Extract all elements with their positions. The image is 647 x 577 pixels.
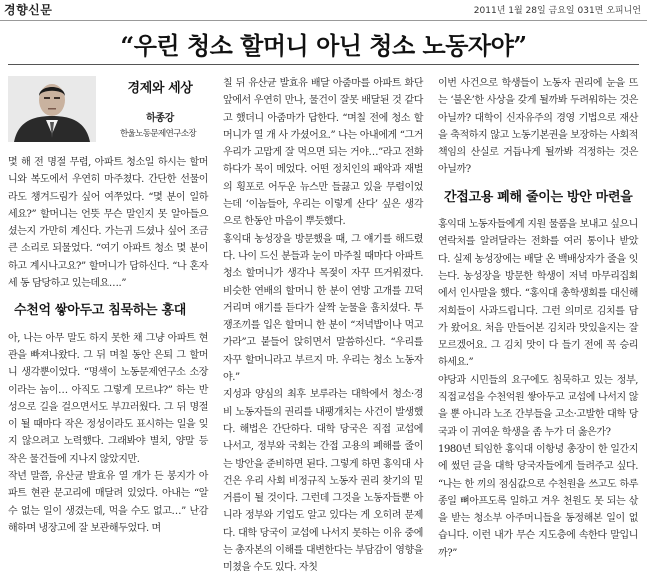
- author-name: 하종강: [146, 113, 174, 124]
- dateline: 2011년 1월 28일 금요일 031면 오피니언: [473, 6, 641, 16]
- paragraph: 몇 해 전 명절 무렵, 아파트 청소일 하시는 할머니와 복도에서 우연히 마주쳤다. 간단한 선물이라도 챙겨드림가 싶어 여쭈었다. “몇 분이 일하세요?” 할머니는 언뜻 무슨 말인지 못 알아들으셨는지 가만히 계신다. 가는귀 드셨나 싶어 조금 큰 소리로 되물었다. “여기 아파트 청소 몇 분이 하고 계시나고요?” 할머니가 답하신다. “나 혼자 세 동 담당하고 있는데요….”: [8, 157, 208, 290]
- headline: “우린 청소 할머니 아닌 청소 노동자야”: [120, 31, 527, 60]
- paragraph: 홍익대 노동자들에게 지원 물품을 보내고 싶으니 연락처를 알려달라는 전화를 여러 통이나 받았다. 실제 농성장에는 배달 온 백배상자가 줄을 잇는다. 농성장을 방문한 학생이 저녁 마무리집회에서 인사말을 했다. “홍익대 총학생회를 대신해 저희들이 사과드립니다. 그런 의미로 김치를 담가 왔어요. 처음 만들어본 김치라 맛있을지는 잘 모르겠어요. 그 김치 맛이 다 들기 전에 꼭 승리하세요.”: [438, 219, 638, 369]
- paragraph: 칠 뒤 유산균 발효유 배달 아줌마를 아파트 화단 앞에서 우연히 만나, 물건이 잘못 배달된 것 같다고 했더니 아줌마가 답한다. “며칠 전에 청소 할머니가 열 개 사 가셨어요.” 나는 아내에게 “그거 우리가 고맙게 잘 먹으면 되는 거야…”라고 전화하다가 목이 메었다. 어떤 정치인의 패악과 재벌의 횡포로 어두운 뉴스만 들끓고 있을 무렵이었는데 ‘이놈들아, 우리는 이렇게 산다’ 싶은 생각으로 한동안 마음이 뿌듯했다.: [223, 78, 423, 228]
- subheading: 간접고용 폐해 줄이는 방안 마련을: [444, 189, 633, 205]
- masthead: 경향신문: [4, 3, 53, 17]
- byline-box: [8, 74, 208, 148]
- author-portrait-icon: [8, 76, 96, 142]
- top-bar: [0, 0, 647, 21]
- author-title: 한울노동문제연구소장: [119, 129, 197, 139]
- paragraph: 야당과 시민들의 요구에도 침묵하고 있는 정부, 직접교섭을 수천억원 쌓아두고 교섭에 나서지 않을 뿐 아니라 노조 간부들을 고소·고발한 대학 당국과 이 귀여운 학생을 좀 누가 더 옳은가?: [438, 374, 638, 438]
- column-name: 경제와 세상: [127, 81, 193, 96]
- subheading: 수천억 쌓아두고 침묵하는 홍대: [14, 303, 187, 319]
- author-photo: [8, 76, 96, 142]
- headline-rule: [8, 64, 639, 65]
- paragraph: 지성과 양심의 최후 보루라는 대학에서 청소·경비 노동자들의 권리를 내팽개치는 사건이 발생했다. 해법은 간단하다. 대학 당국은 직접 교섭에 나서고, 정부와 국회는 간접 고용의 폐해를 줄이는 방안을 준비하면 된다. 그렇게 하면 홍익대 사건은 우리 사회 비정규직 노동자 권리 찾기의 밑거름이 될 것이다. 그런데 그것을 노동자들뿐 아니라 정부와 기업도 알고 있다는 게 오히려 문제다. 대학 당국이 교섭에 나서지 못하는 이유 중에는 총자본의 이해를 대변한다는 부담감이 영향을 미쳤을 수도 있다. 자칫: [223, 389, 423, 574]
- paragraph: 작년 말쯤, 유산균 발효유 열 개가 든 봉지가 아파트 현관 문고리에 매달려 있었다. 아내는 “알 수 없는 일이 생겼는데, 먹을 수도 없고…” 난감해하며 냉장고에 잘 보관해두었다. 며: [8, 471, 208, 534]
- column-2: [223, 75, 423, 577]
- paragraph: 홍익대 농성장을 방문했을 때, 그 얘기를 해드렸다. 나이 드신 분들과 눈이 마주칠 때마다 아파트 청소 할머니가 생각나 목젖이 자꾸 뜨거워졌다. 비슷한 연배의 할머니 한 분이 연방 고개를 끄덕거리며 얘기를 듣다가 살짝 눈물을 훔치셨다. 투쟁조끼를 입은 할머니 한 분이 “저녁밥이나 먹고 가라”고 붙들어 앉히면서 말씀하신다. “우리를 자꾸 할머니라고 부르지 마. 우리는 청소 노동자야.”: [223, 233, 423, 384]
- paragraph: 이번 사건으로 학생들이 노동자 권리에 눈을 뜨는 ‘불온’한 사상을 갖게 될까봐 두려워하는 것은 아닐까? 대학이 신자유주의 경영 기법으로 재산을 축적하지 않고 노동기본권을 보장하는 사회적 책임의 산실로 거듭나게 될까봐 걱정하는 것은 아닐까?: [438, 78, 638, 176]
- paragraph: 1980년 퇴임한 홍익대 이항녕 총장이 한 일간지에 썼던 글을 대학 당국자들에게 들려주고 싶다. “나는 한 끼의 점심값으로 수천원을 쓰고도 하루 종일 뼈아프도록 일하고 겨우 천원도 못 되는 삯을 받는 청소부 아주머니들을 동정해본 일이 없습니다. 이런 내가 무슨 지도층에 속한다 말입니까?”: [438, 443, 638, 559]
- column-3: [438, 75, 638, 562]
- column-1: [8, 75, 208, 537]
- paragraph: 아, 나는 아무 말도 하지 못한 채 그냥 아파트 현관을 빠져나왔다. 그 뒤 며칠 동안 은퇴 그 할머니 생각뿐이었다. “명색이 노동문제연구소 소장이라는 놈이… 아직도 그렇게 모르냐?” 하는 반성으로 길을 걸으면서도 부끄러웠다. 그 뒤 명절이 될 때마다 작은 정성이라도 표시하는 일을 잊지 않으려고 노력했다. 그래봐야 별치, 양말 등 작은 물건들에 지나지 않았지만.: [8, 332, 208, 465]
